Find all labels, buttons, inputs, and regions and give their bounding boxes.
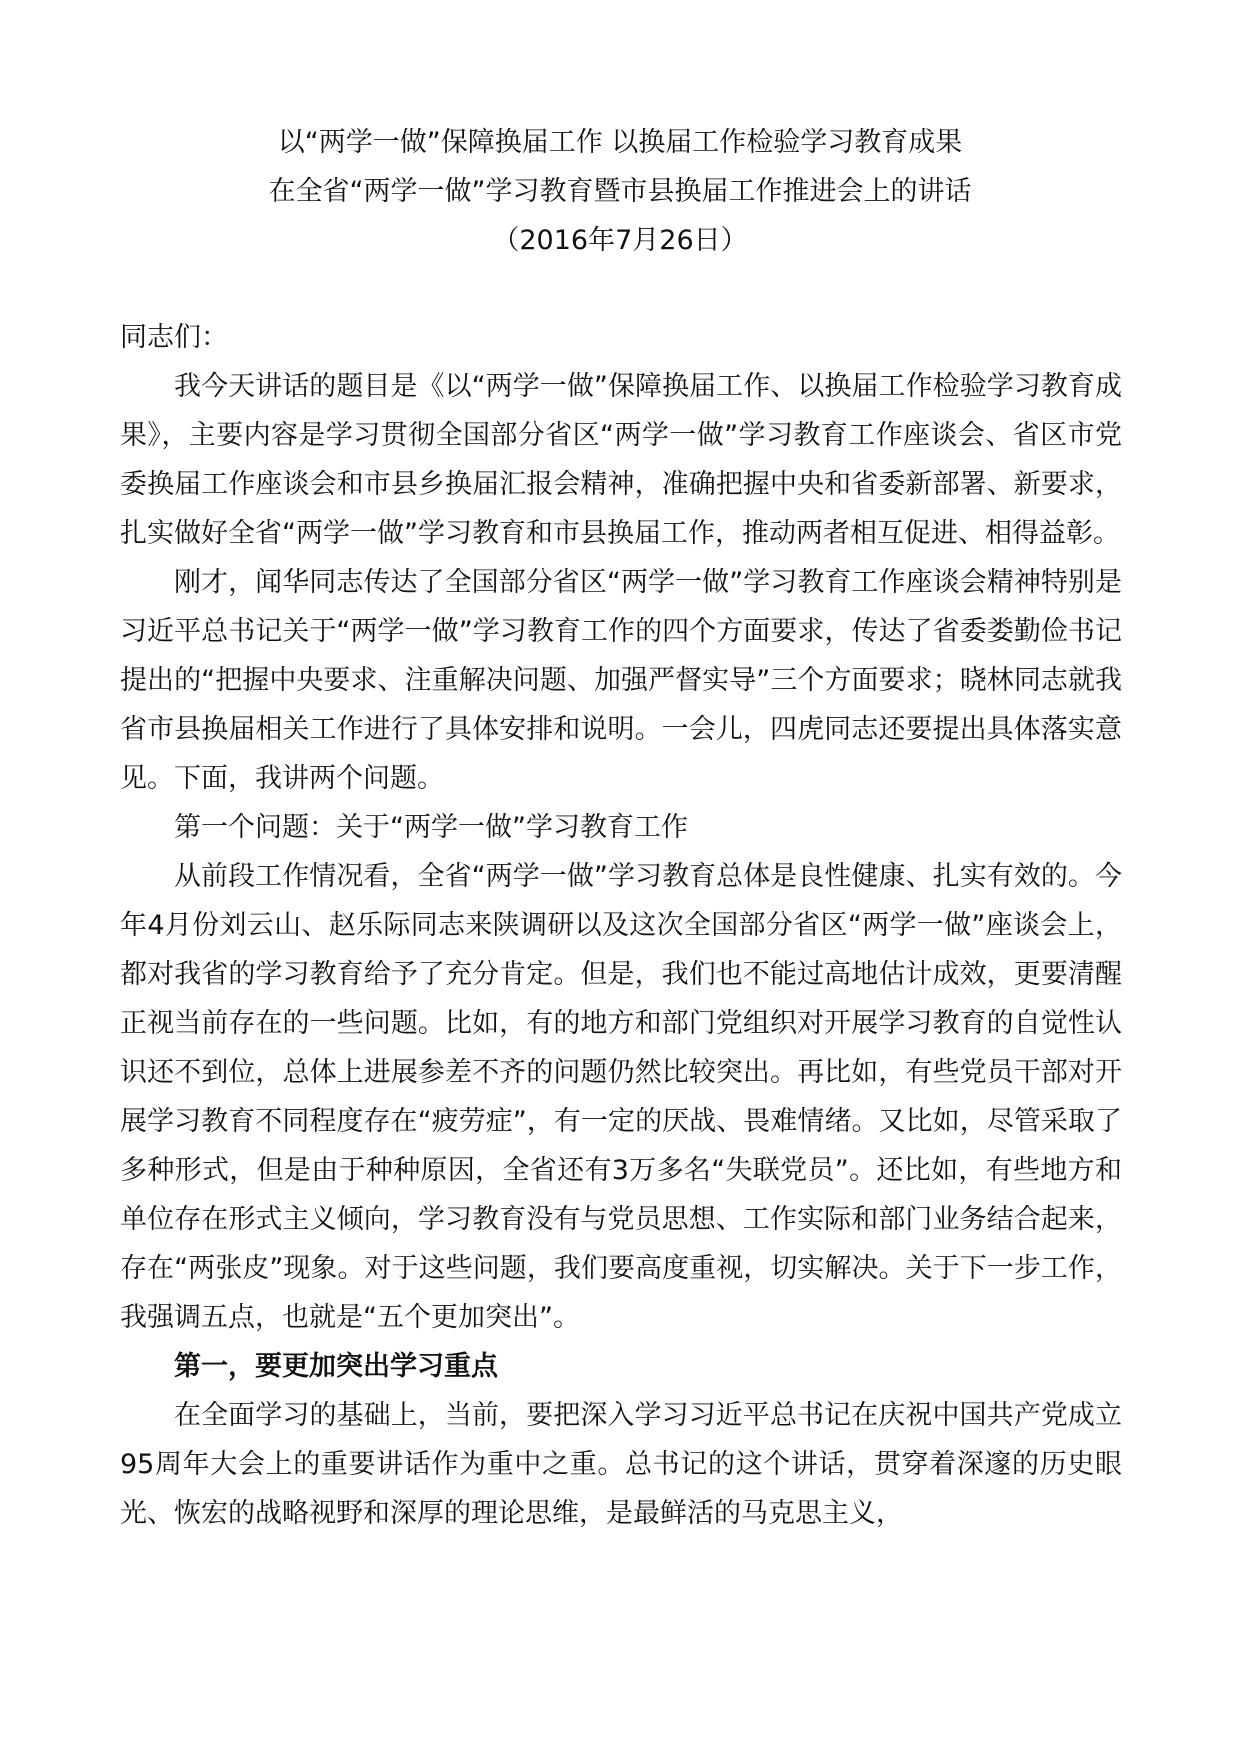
title-line-date: （2016年7月26日） [492, 225, 748, 256]
document-title [120, 118, 1120, 265]
section-heading-first-issue: 第一个问题：关于“两学一做”学习教育工作 [174, 812, 688, 843]
title-line-main: 以“两学一做”保障换届工作 以换届工作检验学习教育成果 [277, 127, 963, 158]
document-body [120, 313, 1122, 1538]
salutation: 同志们： [120, 322, 228, 353]
title-line-subtitle: 在全省“两学一做”学习教育暨市县换届工作推进会上的讲话 [268, 176, 972, 207]
subheading-point-one: 第一，要更加突出学习重点 [174, 1351, 498, 1382]
paragraph-study-focus: 在全面学习的基础上，当前，要把深入学习习近平总书记在庆祝中国共产党成立95周年大会上的重要讲话作为重中之重。总书记的这个讲话，贯穿着深邃的历史眼光、恢宏的战略视野和深厚的理论思维，是最鲜活的马克思主义， [120, 1400, 1122, 1529]
paragraph-current-situation: 从前段工作情况看，全省“两学一做”学习教育总体是良性健康、扎实有效的。今年4月份刘云山、赵乐际同志来陕调研以及这次全国部分省区“两学一做”座谈会上，都对我省的学习教育给予了充分肯定。但是，我们也不能过高地估计成效，更要清醒正视当前存在的一些问题。比如，有的地方和部门党组织对开展学习教育的自觉性认识还不到位，总体上进展参差不齐的问题仍然比较突出。再比如，有些党员干部对开展学习教育不同程度存在“疲劳症”，有一定的厌战、畏难情绪。又比如，尽管采取了多种形式，但是由于种种原因，全省还有3万多名“失联党员”。还比如，有些地方和单位存在形式主义倾向，学习教育没有与党员思想、工作实际和部门业务结合起来，存在“两张皮”现象。对于这些问题，我们要高度重视，切实解决。关于下一步工作，我强调五点，也就是“五个更加突出”。 [120, 861, 1122, 1333]
paragraph-topic: 我今天讲话的题目是《以“两学一做”保障换届工作、以换届工作检验学习教育成果》，主要内容是学习贯彻全国部分省区“两学一做”学习教育工作座谈会、省区市党委换届工作座谈会和市县乡换届汇报会精神，准确把握中央和省委新部署、新要求，扎实做好全省“两学一做”学习教育和市县换届工作，推动两者相互促进、相得益彰。 [120, 371, 1122, 549]
paragraph-recap: 刚才，闻华同志传达了全国部分省区“两学一做”学习教育工作座谈会精神特别是习近平总书记关于“两学一做”学习教育工作的四个方面要求，传达了省委娄勤俭书记提出的“把握中央要求、注重解决问题、加强严督实导”三个方面要求；晓林同志就我省市县换届相关工作进行了具体安排和说明。一会儿，四虎同志还要提出具体落实意见。下面，我讲两个问题。 [120, 567, 1122, 794]
